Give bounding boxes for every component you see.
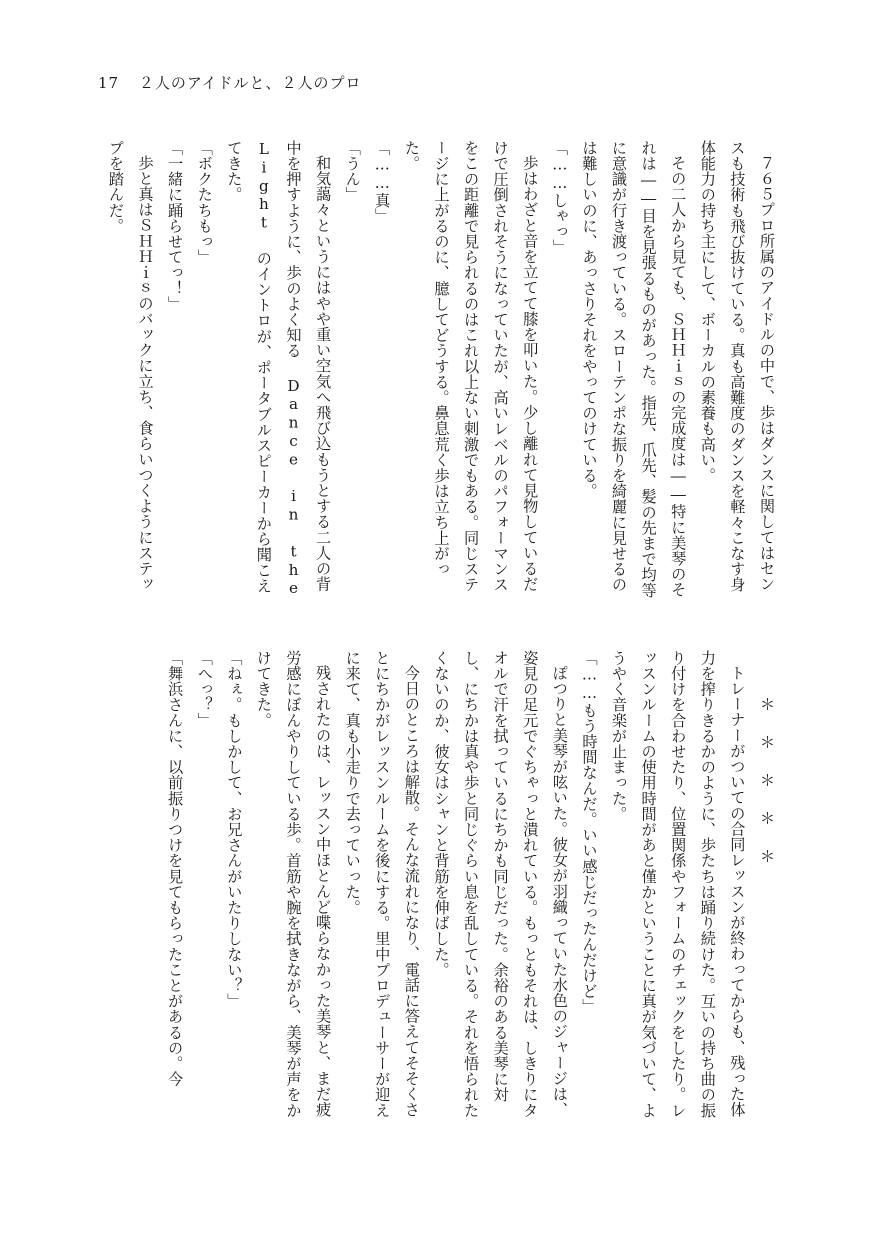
running-header (98, 72, 362, 93)
paragraph: 歩と真はＳＨＨｉｓのバックに立ち、食らいつくようにステップを踏んだ。 (106, 140, 155, 592)
upper-text-block (106, 140, 781, 600)
dialogue-line: 「……しゃっ」 (550, 140, 569, 255)
paragraph: 残されたのは、レッスン中ほとんど喋らなかった美琴と、まだ疲労感にぼんやりしている歩。首筋や腕を拭きながら、美琴が声をかけてきた。 (254, 650, 333, 1118)
dialogue-line: 「うん」 (343, 140, 362, 203)
dialogue-line: 「ボクたちもっ」 (195, 140, 214, 265)
paragraph: トレーナーがついての合同レッスンが終わってからも、残った体力を搾りきるかのように、歩たちは踊り続けた。互いの持ち曲の振り付けを合わせたり、位置関係やフォームのチェックをしたり。レッスンルームの使用時間があと僅かということに真が気づいて、ようやく音楽が止まった。 (610, 650, 747, 1118)
dialogue-line: 「……真」 (373, 140, 392, 224)
paragraph: 今日のところは解散。そんな流れになり、電話に答えてそそくさとにちかがレッスンルームを後にする。里中プロデューサーが迎えに来て、真も小走りで去っていった。 (343, 650, 421, 1118)
paragraph: その二人から見ても、ＳＨＨｉｓの完成度は――特に美琴のそれは――目を見張るものがあった。指先、爪先、髪の先まで均等に意識が行き渡っている。スローテンポな振りを綺麗に見せるのは難しいのに、あっさりそれをやってのけている。 (580, 140, 688, 598)
section-break: ＊＊＊＊＊ (758, 695, 776, 886)
dialogue-line: 「舞浜さんに、以前振りつけを見てもらったことがあるの。今 (166, 650, 185, 1087)
paragraph: ７６５プロ所属のアイドルの中で、歩はダンスに関してはセンスも技術も飛び抜けている。真も高難度のダンスを軽々こなす身体能力の持ち主にして、ボーカルの素養も高い。 (698, 140, 776, 593)
page-number: 17 (98, 74, 120, 92)
dialogue-line: 「へっ？」 (195, 650, 214, 728)
dialogue-line: 「一緒に踊らせてっ！」 (166, 140, 185, 312)
paragraph: ぽつりと美琴が呟いた。彼女が羽織っていた水色のジャージは、姿見の足元でぐちゃっと潰れている。もっともそれは、しきりにタオルで汗を拭っているにちかも同じだった。余裕のある美琴に対し、にちかは真や歩と同じぐらい息を乱している。それを悟られたくないのか、彼女はシャンと背筋を伸ばした。 (432, 650, 569, 1118)
dialogue-line: 「……もう時間なんだ。いい感じだったんだけど」 (580, 650, 599, 1015)
chapter-title: ２人のアイドルと、２人のプロ (138, 74, 362, 92)
paragraph: 歩はわざと音を立てて膝を叩いた。少し離れて見物しているだけで圧倒されそうになっていたが、高いレベルのパフォーマンスをこの距離で見られるのはこれ以上ない刺激でもある。同じステージに上がるのに、臆してどうする。鼻息荒く歩は立ち上がった。 (402, 140, 540, 593)
paragraph: 和気藹々というにはやや重い空気へ飛び込もうとする二人の背中を押すように、歩のよく知る Dance in the Light のイントロが、ポータブルスピーカーから聞こえてきた。 (225, 140, 333, 598)
lower-text-block (101, 650, 781, 1120)
dialogue-line: 「ねぇ。もしかして、お兄さんがいたりしない？」 (225, 650, 244, 1009)
